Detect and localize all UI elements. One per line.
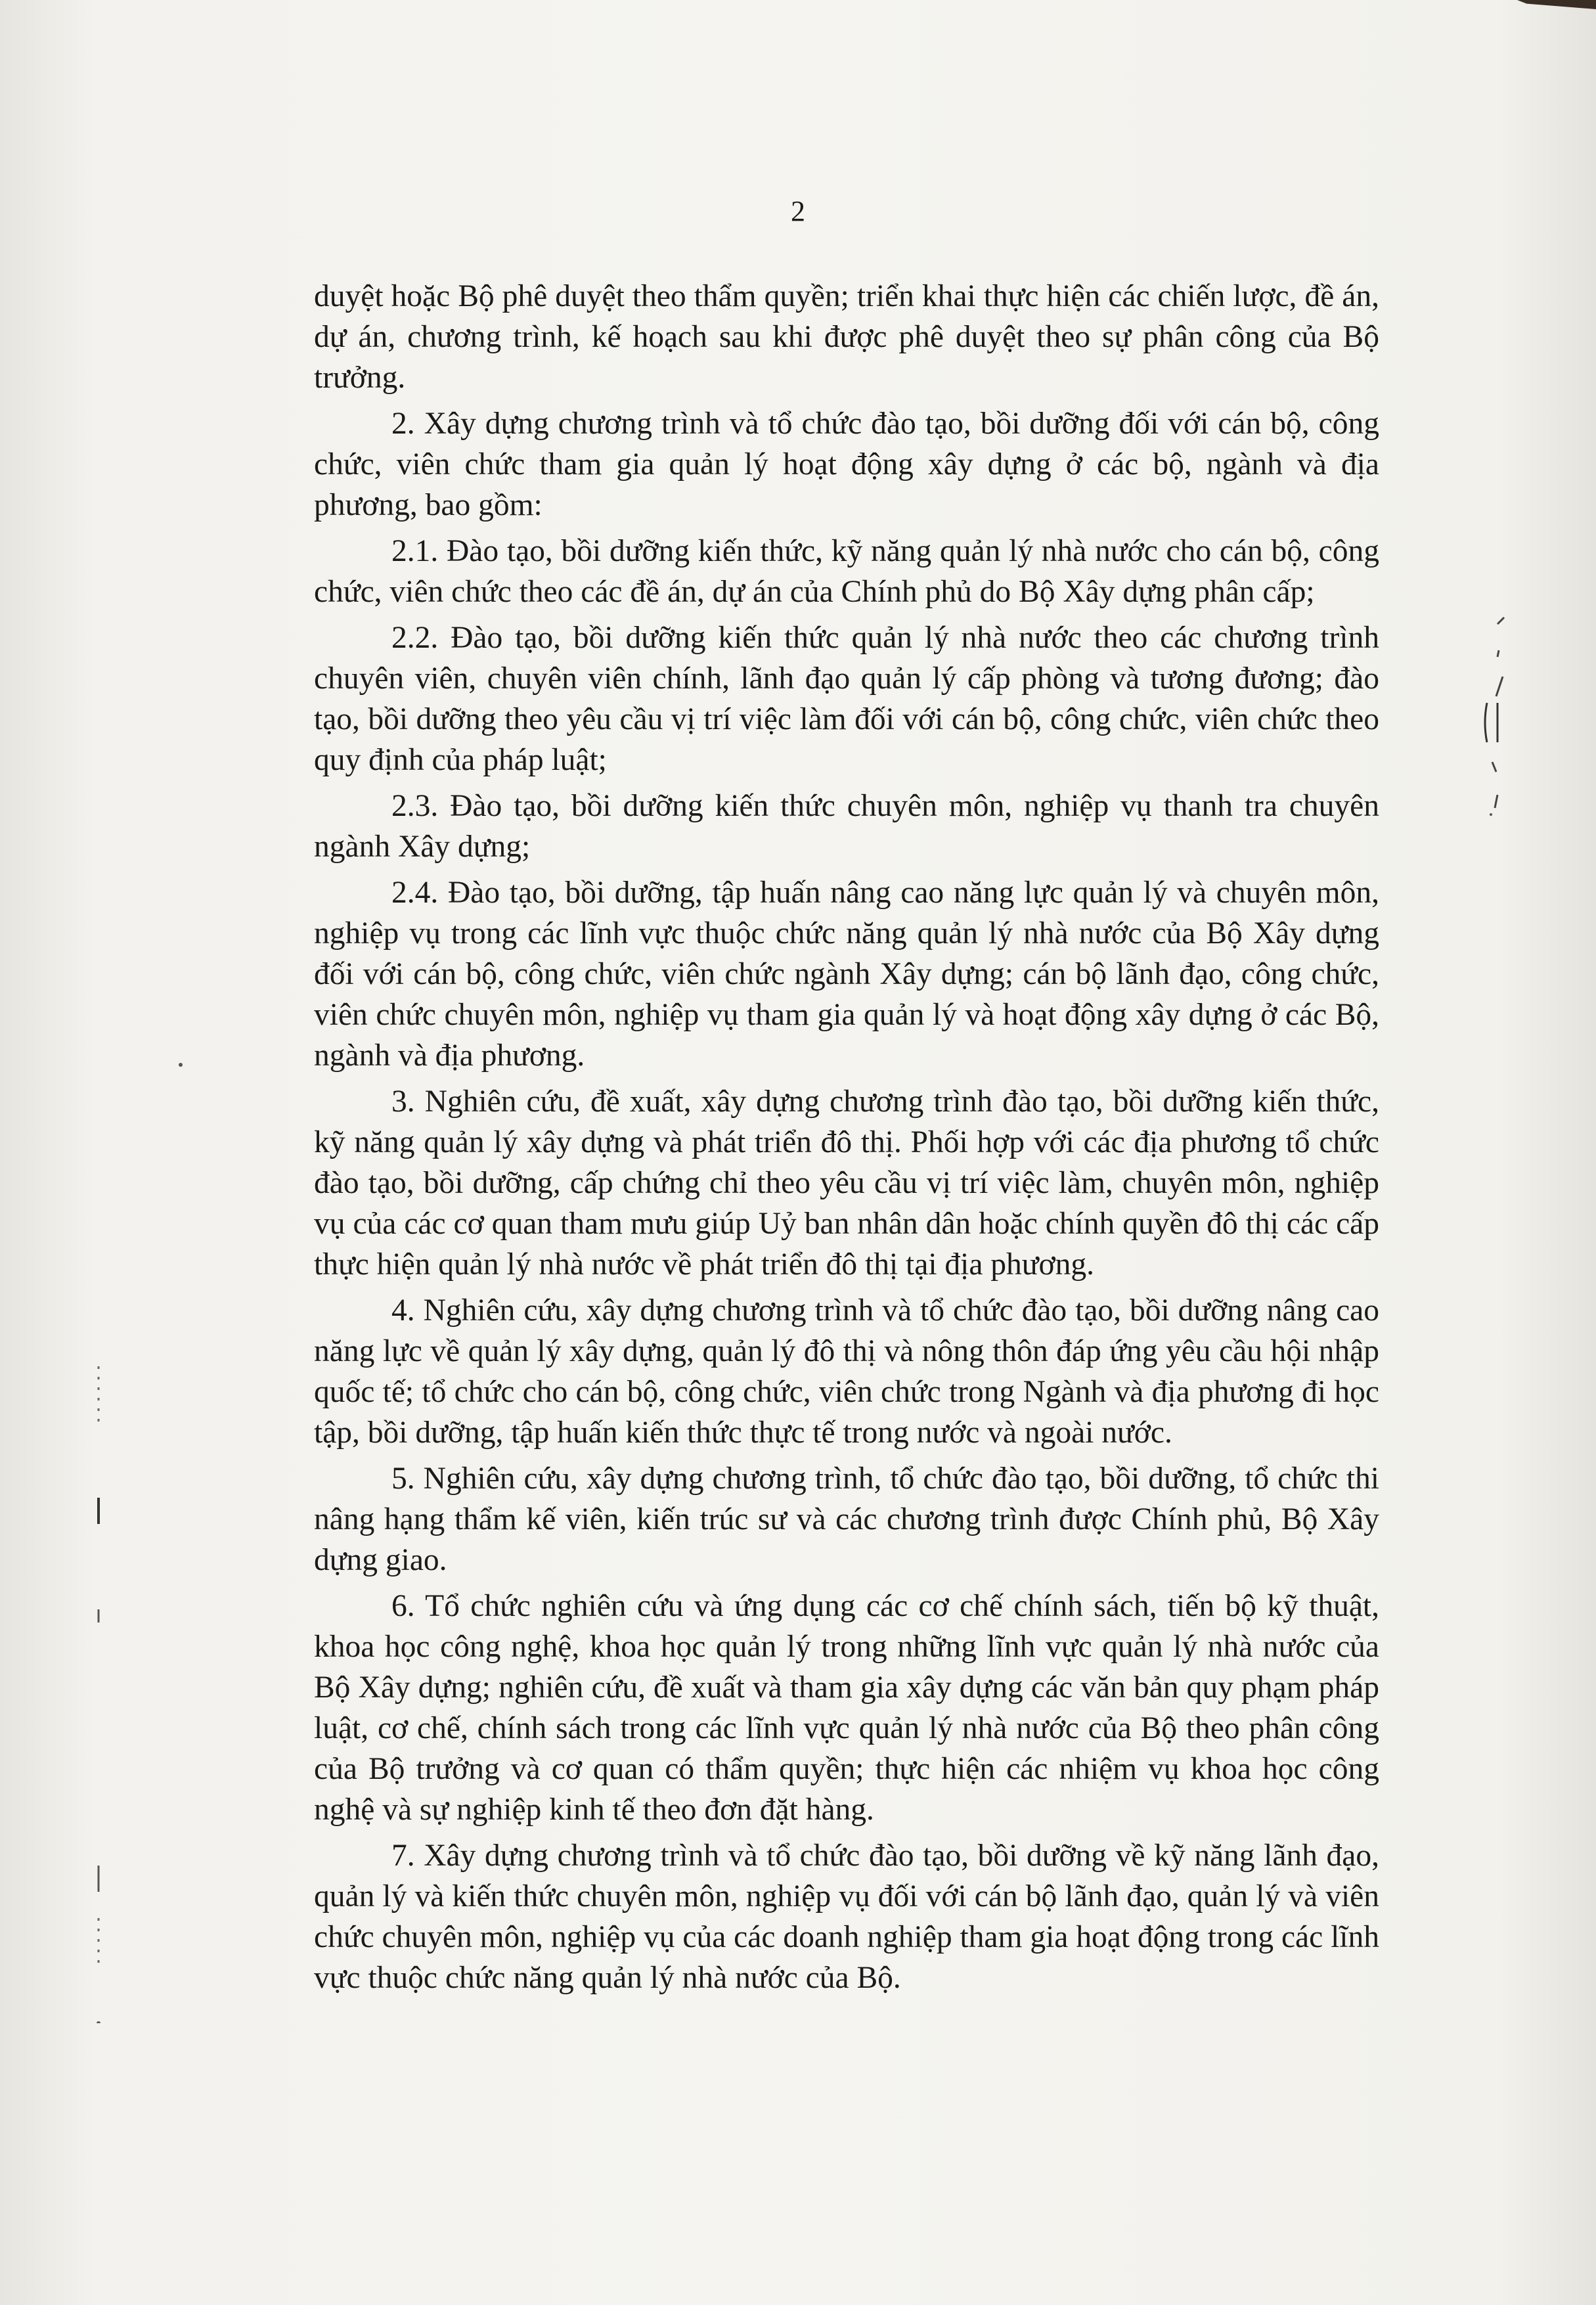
paragraph-item-3: 3. Nghiên cứu, đề xuất, xây dựng chương trình đào tạo, bồi dưỡng kiến thức, kỹ năng quản lý xây dựng và phát triển đô thị. Phối hợp với các địa phương tổ chức đào tạo, bồi dưỡng, cấp chứng chỉ theo yêu cầu vị trí việc làm, chuyên môn, nghiệp vụ của các cơ quan tham mưu giúp Uỷ ban nhân dân hoặc chính quyền đô thị các cấp thực hiện quản lý nhà nước về phát triển đô thị tại địa phương. [314,1085,1379,1282]
paragraph-continuation: duyệt hoặc Bộ phê duyệt theo thẩm quyền; triển khai thực hiện các chiến lược, đề án, dự án, chương trình, kế hoạch sau khi được phê duyệt theo sự phân công của Bộ trưởng. [314,279,1379,395]
paragraph-item-2-4: 2.4. Đào tạo, bồi dưỡng, tập huấn nâng cao năng lực quản lý và chuyên môn, nghiệp vụ trong các lĩnh vực thuộc chức năng quản lý nhà nước của Bộ Xây dựng đối với cán bộ, công chức, viên chức ngành Xây dựng; cán bộ lãnh đạo, công chức, viên chức chuyên môn, nghiệp vụ tham gia quản lý và hoạt động xây dựng ở các Bộ, ngành và địa phương. [314,876,1379,1073]
paragraph-item-7: 7. Xây dựng chương trình và tổ chức đào tạo, bồi dưỡng về kỹ năng lãnh đạo, quản lý và kiến thức chuyên môn, nghiệp vụ đối với cán bộ lãnh đạo, quản lý và viên chức chuyên môn, nghiệp vụ của các doanh nghiệp tham gia hoạt động trong các lĩnh vực thuộc chức năng quản lý nhà nước của Bộ. [314,1839,1379,1995]
scan-dust-mark [179,1063,183,1067]
paragraph-item-6: 6. Tổ chức nghiên cứu và ứng dụng các cơ chế chính sách, tiến bộ kỹ thuật, khoa học công nghệ, khoa học quản lý trong những lĩnh vực quản lý nhà nước của Bộ Xây dựng; nghiên cứu, đề xuất và tham gia xây dựng các văn bản quy phạm pháp luật, cơ chế, chính sách trong các lĩnh vực quản lý nhà nước của Bộ theo phân công của Bộ trưởng và cơ quan có thẩm quyền; thực hiện các nhiệm vụ khoa học công nghệ và sự nghiệp kinh tế theo đơn đặt hàng. [314,1589,1379,1827]
page-number: 2 [791,195,805,227]
scan-corner-artifact [1517,0,1596,9]
scan-margin-marks-right [1478,611,1517,834]
document-body [314,276,1379,2003]
paragraph-item-2-3: 2.3. Đào tạo, bồi dưỡng kiến thức chuyên môn, nghiệp vụ thanh tra chuyên ngành Xây dựng; [314,789,1379,864]
paragraph-item-4: 4. Nghiên cứu, xây dựng chương trình và tổ chức đào tạo, bồi dưỡng nâng cao năng lực về quản lý xây dựng, quản lý đô thị và nông thôn đáp ứng yêu cầu hội nhập quốc tế; tổ chức cho cán bộ, công chức, viên chức trong Ngành và địa phương đi học tập, bồi dưỡng, tập huấn kiến thức thực tế trong nước và ngoài nước. [314,1293,1379,1450]
paragraph-item-2-1: 2.1. Đào tạo, bồi dưỡng kiến thức, kỹ năng quản lý nhà nước cho cán bộ, công chức, viên chức theo các đề án, dự án của Chính phủ do Bộ Xây dựng phân cấp; [314,534,1379,609]
paragraph-item-2-2: 2.2. Đào tạo, bồi dưỡng kiến thức quản lý nhà nước theo các chương trình chuyên viên, chuyên viên chính, lãnh đạo quản lý cấp phòng và tương đương; đào tạo, bồi dưỡng theo yêu cầu vị trí việc làm đối với cán bộ, công chức, viên chức theo quy định của pháp luật; [314,621,1379,777]
scan-margin-marks-left [85,1366,112,2023]
paragraph-item-5: 5. Nghiên cứu, xây dựng chương trình, tổ chức đào tạo, bồi dưỡng, tổ chức thi nâng hạng thẩm kế viên, kiến trúc sư và các chương trình được Chính phủ, Bộ Xây dựng giao. [314,1462,1379,1577]
paragraph-item-2: 2. Xây dựng chương trình và tổ chức đào tạo, bồi dưỡng đối với cán bộ, công chức, viên chức tham gia quản lý hoạt động xây dựng ở các bộ, ngành và địa phương, bao gồm: [314,407,1379,522]
